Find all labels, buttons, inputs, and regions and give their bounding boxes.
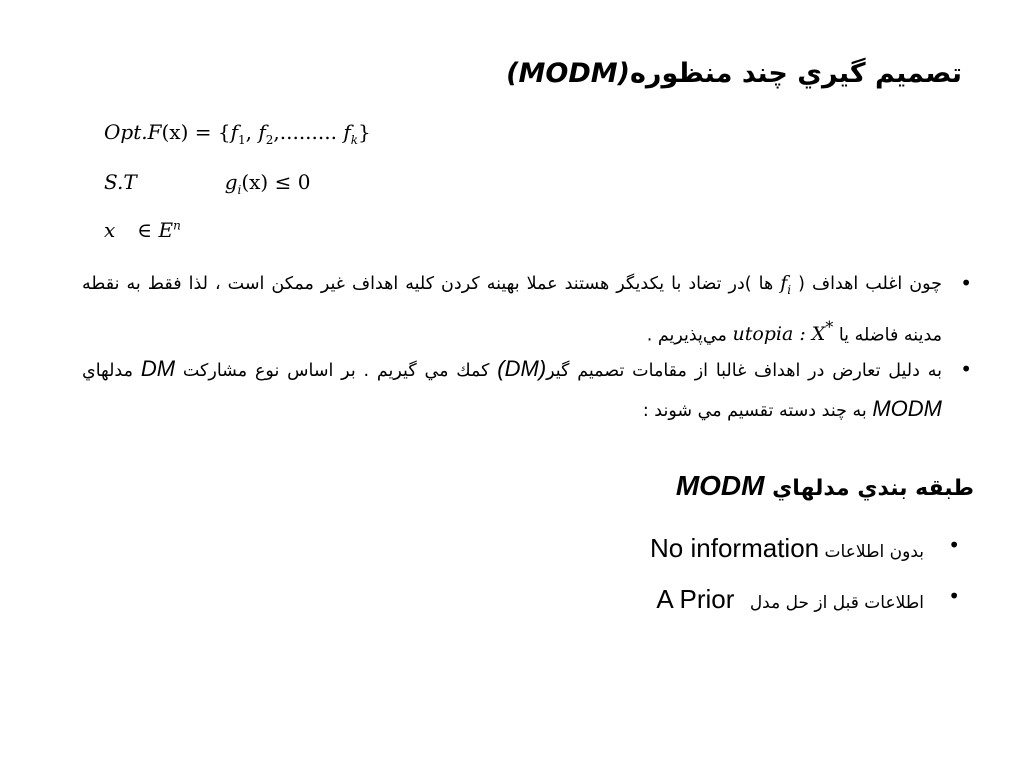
classification-item: [650, 533, 960, 564]
in-symbol: ∈: [137, 218, 159, 242]
fk: f: [343, 120, 351, 144]
g: g: [224, 170, 238, 194]
page-title: [506, 58, 962, 89]
opt-label: Opt.F: [104, 120, 162, 144]
dm-term-1: (DM): [497, 356, 547, 381]
p2-part-c: مدلهاي: [82, 361, 133, 381]
sep1: ,: [245, 120, 259, 144]
p2-part-a: به دليل تعارض در اهداف غالبا از مقامات تصميم گير: [546, 361, 942, 381]
modm-term: MODM: [872, 396, 942, 421]
p2-part-b: كمك مي گيريم . بر اساس نوع مشاركت: [182, 361, 490, 381]
title-fa: تصميم گيري چند منظوره: [629, 58, 962, 89]
p1-part-b: ها )در تضاد با يكديگر هستند عملا بهينه كردن كليه اهداف غير ممكن است ، لذا فقط به نقطه مدينه فاضله يا: [82, 274, 942, 346]
item-fa: اطلاعات قبل از حل مدل: [749, 593, 924, 613]
close-brace: }: [358, 120, 371, 144]
item-fa: بدون اطلاعات: [824, 542, 924, 562]
bullet: •: [948, 533, 960, 557]
item-en: A Prior: [656, 584, 735, 614]
formula-line-constraint: [104, 170, 310, 197]
bullet: •: [948, 584, 960, 608]
f2: f: [258, 120, 266, 144]
f1-sub: 1: [237, 133, 246, 147]
title-en: (MODM): [506, 58, 630, 89]
p1-part-a: چون اغلب اهداف (: [798, 274, 942, 294]
E-space: E: [158, 218, 174, 242]
st-label: S.T: [104, 170, 137, 194]
paragraph-1: [82, 264, 972, 354]
f2-sub: 2: [265, 133, 274, 147]
bullet: •: [960, 357, 972, 381]
utopia-term: utopia : X*: [732, 317, 834, 346]
bullet: •: [960, 271, 972, 295]
objective-args: (x) = {: [161, 120, 231, 144]
classification-item: [656, 584, 960, 615]
classification-title-en: MODM: [675, 470, 765, 501]
g-sub: i: [237, 183, 242, 197]
dots: ,.........: [273, 120, 344, 144]
formula-line-domain: [104, 218, 181, 242]
f1: f: [230, 120, 238, 144]
paragraph-2: [82, 350, 972, 430]
p2-part-d: به چند دسته تقسيم مي شوند :: [642, 401, 867, 421]
p1-part-c: مي‌پذيريم .: [646, 325, 727, 346]
fk-sub: k: [350, 133, 359, 147]
dm-term-2: DM: [140, 356, 176, 381]
formula-line-objective: [104, 120, 371, 147]
fi-symbol: $f_i$: [780, 272, 792, 297]
x-var: x: [104, 218, 116, 242]
classification-title-fa: طبقه بندي مدلهاي: [772, 476, 974, 501]
item-en: No information: [650, 533, 820, 563]
E-sup: n: [173, 218, 181, 233]
constraint-cond: (x) ≤ 0: [241, 170, 311, 194]
classification-title: [676, 470, 974, 502]
